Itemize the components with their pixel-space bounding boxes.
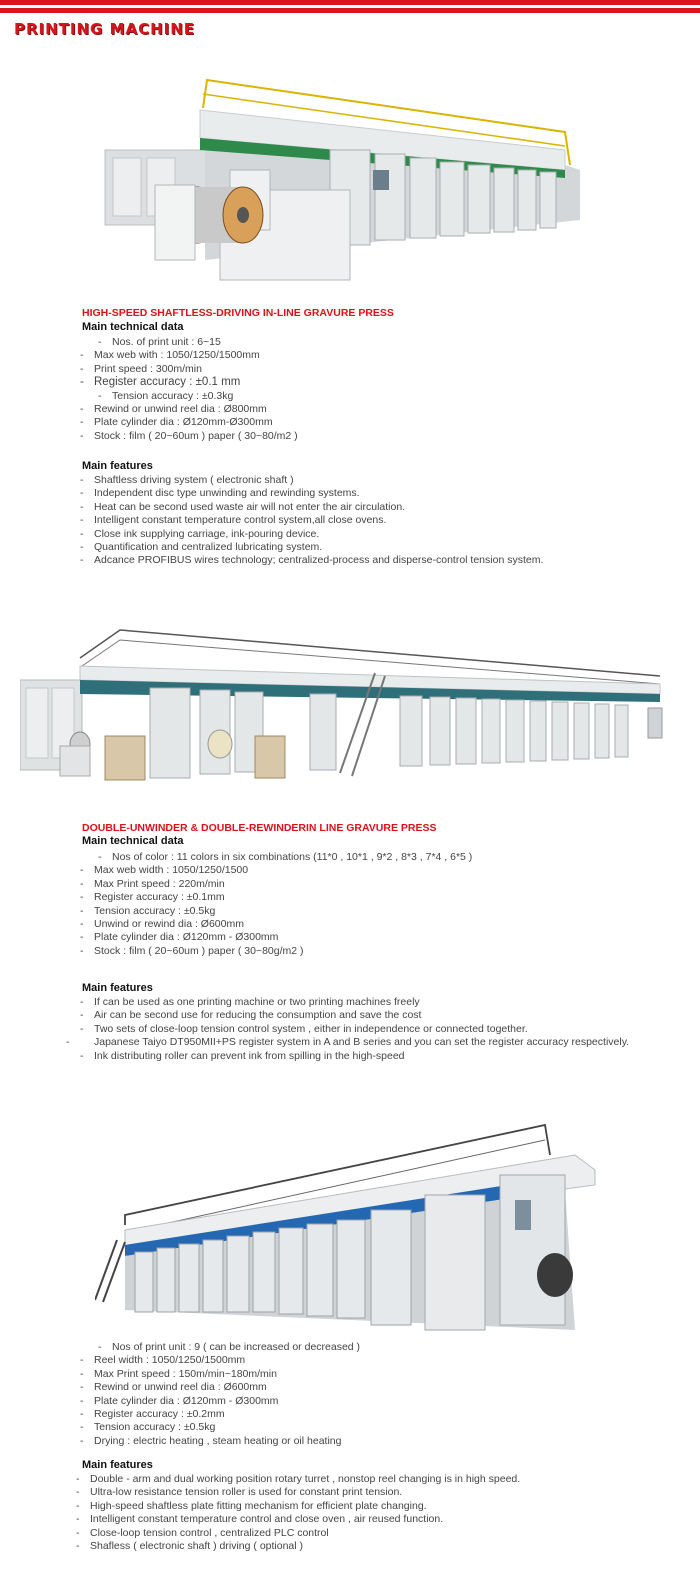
section-1-tech-heading: Main technical data — [82, 321, 184, 333]
list-item: - Register accuracy : ±0.1 mm — [80, 376, 241, 389]
list-item: - Max web with : 1050/1250/1500mm — [80, 349, 260, 362]
section-3-features-heading: Main features — [82, 1459, 153, 1471]
list-item: - Tension accuracy : ±0.3kg — [98, 389, 234, 402]
section-1-features-list — [80, 474, 543, 568]
list-item: - Shaftless driving system ( electronic shaft ) — [80, 474, 294, 486]
section-3-tech-list — [80, 1341, 360, 1448]
section-1-tech-list — [80, 336, 298, 443]
section-2-tech-heading: Main technical data — [82, 835, 184, 847]
list-item: - Print speed : 300m/min — [80, 362, 202, 375]
list-item: - Independent disc type unwinding and rewinding systems. — [80, 487, 360, 500]
page-title: PRINTING MACHINE — [14, 20, 196, 38]
top-red-stripes — [0, 0, 700, 14]
list-item: - Tension accuracy : ±0.5kg — [80, 904, 216, 917]
list-item: - Drying : electric heating , steam heating or oil heating — [80, 1434, 342, 1447]
list-item: - Plate cylinder dia : Ø120mm - Ø300mm — [80, 1394, 279, 1407]
list-item: - Ink distributing roller can prevent ink from spilling in the high-speed — [80, 1049, 405, 1062]
section-2-features-list — [66, 996, 634, 1063]
section-2-tech-list — [80, 851, 472, 958]
list-item: - If can be used as one printing machine or two printing machines freely — [80, 996, 420, 1008]
list-item: - Register accuracy : ±0.2mm — [80, 1408, 225, 1421]
list-item: - Double - arm and dual working position rotary turret , nonstop reel changing is in high speed. — [76, 1473, 521, 1485]
top-stripe — [0, 0, 700, 5]
section-3-features-list — [76, 1473, 520, 1553]
list-item: - Heat can be second used waste air will not enter the air circulation. — [80, 500, 406, 513]
list-item: - High-speed shaftless plate fitting mechanism for efficient plate changing. — [76, 1499, 427, 1512]
list-item: - Ultra-low resistance tension roller is used for constant print tension. — [76, 1486, 403, 1499]
list-item: - Japanese Taiyo DT950MII+PS register system in A and B series and you can set the register accuracy respectively. — [66, 1036, 630, 1049]
list-item: - Tension accuracy : ±0.5kg — [80, 1421, 216, 1434]
list-item: - Stock : film ( 20~60um ) paper ( 30~80g/m2 ) — [80, 944, 304, 957]
list-item: - Unwind or rewind dia : Ø600mm — [80, 918, 244, 931]
list-item: - Close-loop tension control , centralized PLC control — [76, 1526, 329, 1539]
list-item: - Rewind or unwind reel dia : Ø800mm — [80, 403, 267, 416]
section-2-title: DOUBLE-UNWINDER & DOUBLE-REWINDERIN LINE GRAVURE PRESS — [82, 822, 437, 834]
list-item: - Rewind or unwind reel dia : Ø600mm — [80, 1381, 267, 1394]
list-item: - Shafless ( electronic shaft ) driving ( optional ) — [76, 1540, 304, 1553]
list-item: - Reel width : 1050/1250/1500mm — [80, 1354, 246, 1367]
list-item: - Nos of print unit : 9 ( can be increased or decreased ) — [98, 1341, 361, 1353]
section-2-features-heading: Main features — [82, 982, 153, 994]
list-item: - Quantification and centralized lubricating system. — [80, 541, 323, 554]
list-item: - Register accuracy : ±0.1mm — [80, 891, 225, 904]
machine-image-2 — [20, 618, 670, 788]
list-item: - Air can be second use for reducing the consumption and save the cost — [80, 1009, 422, 1022]
top-stripe — [0, 8, 700, 13]
list-item: - Close ink supplying carriage, ink-pouring device. — [80, 527, 320, 540]
section-1-features-heading: Main features — [82, 460, 153, 472]
list-item: - Max web width : 1050/1250/1500 — [80, 864, 249, 877]
list-item: - Max Print speed : 150m/min~180m/min — [80, 1367, 277, 1380]
list-item: - Max Print speed : 220m/min — [80, 877, 225, 890]
list-item: - Adcance PROFIBUS wires technology; centralized-process and disperse-control tension system. — [80, 554, 544, 567]
list-item: - Intelligent constant temperature control system,all close ovens. — [80, 514, 387, 527]
list-item: - Intelligent constant temperature control and close oven , air reused function. — [76, 1513, 444, 1526]
list-item: - Two sets of close-loop tension control system , either in independence or connected together. — [80, 1022, 528, 1035]
list-item: - Nos of color : 11 colors in six combinations (11*0 , 10*1 , 9*2 , 8*3 , 7*4 , 6*5 ) — [98, 851, 473, 863]
section-1-title: HIGH-SPEED SHAFTLESS-DRIVING IN-LINE GRAVURE PRESS — [82, 307, 394, 319]
list-item: - Plate cylinder dia : Ø120mm - Ø300mm — [80, 931, 279, 944]
machine-image-1 — [95, 70, 615, 285]
machine-image-3 — [95, 1100, 615, 1335]
list-item: - Nos. of print unit : 6~15 — [98, 336, 221, 348]
list-item: - Plate cylinder dia : Ø120mm-Ø300mm — [80, 416, 273, 429]
list-item: - Stock : film ( 20~60um ) paper ( 30~80/m2 ) — [80, 429, 298, 442]
